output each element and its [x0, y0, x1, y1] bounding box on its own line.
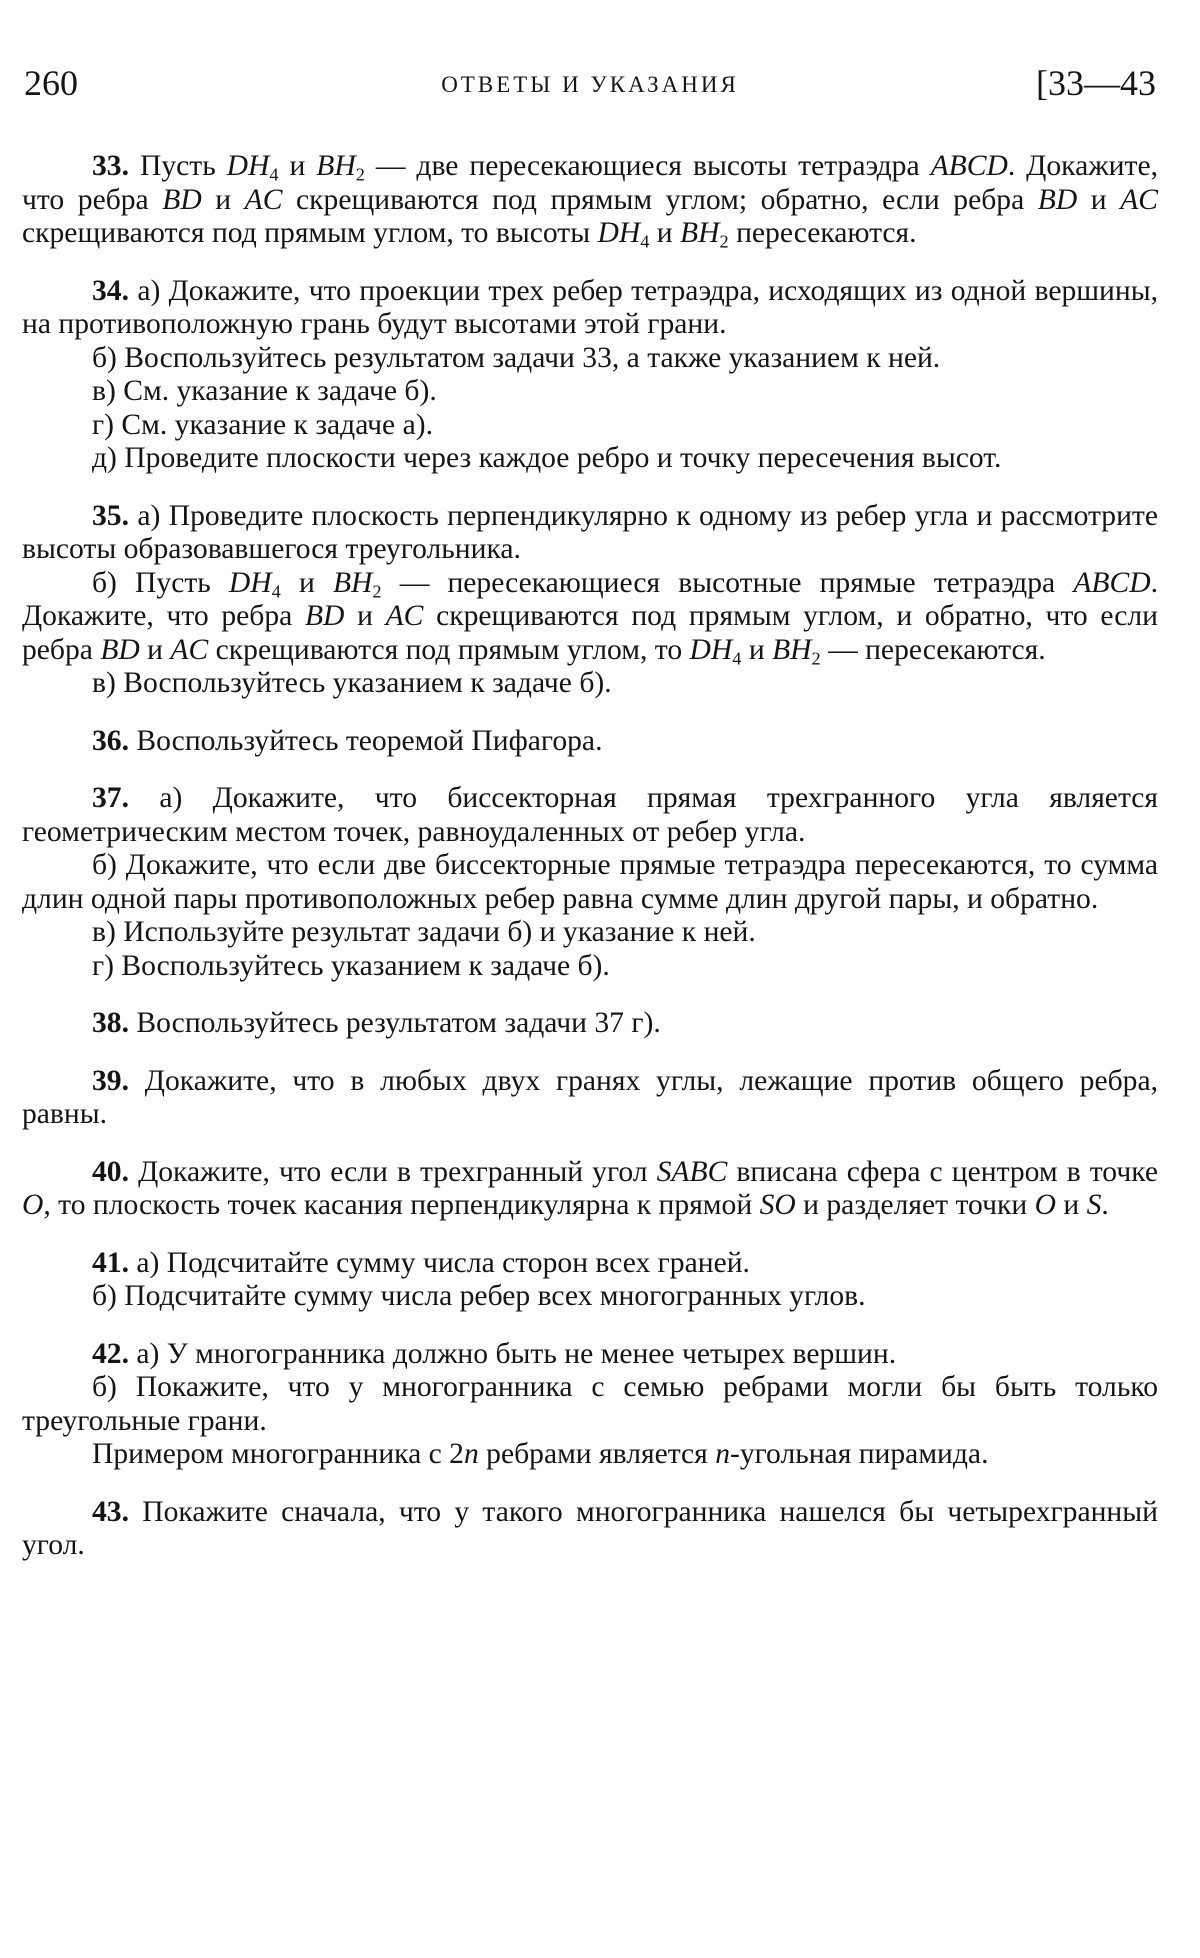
- problem-text: б) Покажите, что у многогранника с семью ребрами могли бы быть только треугольные грани.: [22, 1371, 1158, 1437]
- problem-40: [22, 1156, 1158, 1223]
- problem-text: в) Используйте результат задачи б) и указание к ней.: [92, 916, 756, 948]
- problem-37-part: [22, 950, 1158, 984]
- problem-text: а) Подсчитайте сумму числа сторон всех граней.: [136, 1246, 750, 1279]
- problem-number: 40.: [92, 1155, 129, 1188]
- problem-text: д) Проведите плоскости через каждое ребро и точку пересечения высот.: [92, 442, 1002, 474]
- problem-text: а) У многогранника должно быть не менее четырех вершин.: [136, 1337, 897, 1370]
- problem-43: [22, 1496, 1158, 1563]
- problem-text: б) Пусть $DH_4$ и $BH_2$ — пересекающиеся высотные прямые тетраэдра ABCD. Докажите, что ребра BD и AC скрещиваются под прямым углом, и обратно, что если ребра BD и AC скрещиваются под прямым углом, то $DH_4$ и $BH_2$ — пересекаются.: [22, 566, 1159, 668]
- problem-number: 39.: [92, 1064, 129, 1097]
- problem-text: Докажите, что если в трехгранный угол SABC вписана сфера с центром в точке O, то плоскость точек касания перпендикулярна к прямой SO и разделяет точки O и S.: [22, 1155, 1158, 1221]
- problem-text: Воспользуйтесь результатом задачи 37 г).: [136, 1007, 661, 1039]
- problem-text: г) Воспользуйтесь указанием к задаче б).: [92, 949, 610, 982]
- problem-text: а) Докажите, что проекции трех ребер тетраэдра, исходящих из одной вершины, на противоположную грань будут высотами этой грани.: [22, 274, 1158, 340]
- problem-42: [22, 1338, 1158, 1372]
- problem-34-part: [22, 342, 1158, 376]
- problem-text: а) Докажите, что биссекторная прямая трехгранного угла является геометрическим местом точек, равноудаленных от ребер угла.: [22, 782, 1158, 848]
- problem-37-part: [22, 849, 1158, 916]
- problem-35: [22, 500, 1158, 567]
- problem-text: Воспользуйтесь теоремой Пифагора.: [136, 724, 603, 757]
- answers-body: [22, 150, 1158, 1563]
- problem-text: Примером многогранника с 2n ребрами является n-угольная пирамида.: [92, 1438, 989, 1470]
- problem-34-part: [22, 409, 1158, 443]
- problem-text: Докажите, что в любых двух гранях углы, лежащие против общего ребра, равны.: [22, 1064, 1159, 1130]
- problem-35-part: [22, 667, 1158, 701]
- problem-34-part: [22, 442, 1158, 476]
- problem-text: г) См. указание к задаче а).: [92, 408, 433, 441]
- problem-41-part: [22, 1280, 1158, 1314]
- problem-number: 34.: [92, 274, 129, 307]
- problem-text: б) Подсчитайте сумму числа ребер всех многогранных углов.: [92, 1280, 866, 1312]
- problem-text: Покажите сначала, что у такого многогранника нашелся бы четырехгранный угол.: [22, 1495, 1158, 1561]
- problem-text: Пусть $DH_4$ и $BH_2$ — две пересекающиеся высоты тетраэдра ABCD. Докажите, что ребра BD и AC скрещиваются под прямым углом; обратно, если ребра BD и AC скрещиваются под прямым углом, то высоты $DH_4$ и $BH_2$ пересекаются.: [22, 150, 1159, 252]
- problem-39: [22, 1065, 1158, 1132]
- problem-number: 35.: [92, 499, 129, 532]
- problem-number: 42.: [92, 1337, 129, 1370]
- problem-number: 33.: [92, 150, 129, 182]
- problem-number: 36.: [92, 724, 129, 757]
- problem-text: б) Воспользуйтесь результатом задачи 33, а также указанием к ней.: [92, 341, 941, 374]
- problem-35-part: [22, 567, 1158, 668]
- problem-number: 41.: [92, 1246, 129, 1279]
- problem-number: 38.: [92, 1007, 129, 1039]
- problem-text: в) См. указание к задаче б).: [92, 375, 437, 407]
- problem-34-part: [22, 375, 1158, 409]
- problem-range: [33—43: [1036, 63, 1156, 103]
- problem-text: в) Воспользуйтесь указанием к задаче б).: [92, 667, 612, 699]
- problem-42-part: [22, 1371, 1158, 1438]
- problem-41: [22, 1247, 1158, 1281]
- problem-37-part: [22, 916, 1158, 950]
- problem-number: 37.: [92, 782, 129, 814]
- running-title: ОТВЕТЫ И УКАЗАНИЯ: [441, 72, 739, 97]
- problem-34: [22, 275, 1158, 342]
- problem-38: [22, 1007, 1158, 1041]
- problem-number: 43.: [92, 1495, 129, 1528]
- problem-text: б) Докажите, что если две биссекторные прямые тетраэдра пересекаются, то сумма длин одной пары противоположных ребер равна сумме длин другой пары, и обратно.: [22, 849, 1158, 915]
- problem-42-part: [22, 1438, 1158, 1472]
- problem-text: а) Проведите плоскость перпендикулярно к одному из ребер угла и рассмотрите высоты образовавшегося треугольника.: [22, 499, 1158, 565]
- problem-36: [22, 725, 1158, 759]
- page-number: 260: [24, 63, 78, 103]
- problem-33: [22, 150, 1158, 251]
- problem-37: [22, 782, 1158, 849]
- page-header: [24, 62, 1156, 112]
